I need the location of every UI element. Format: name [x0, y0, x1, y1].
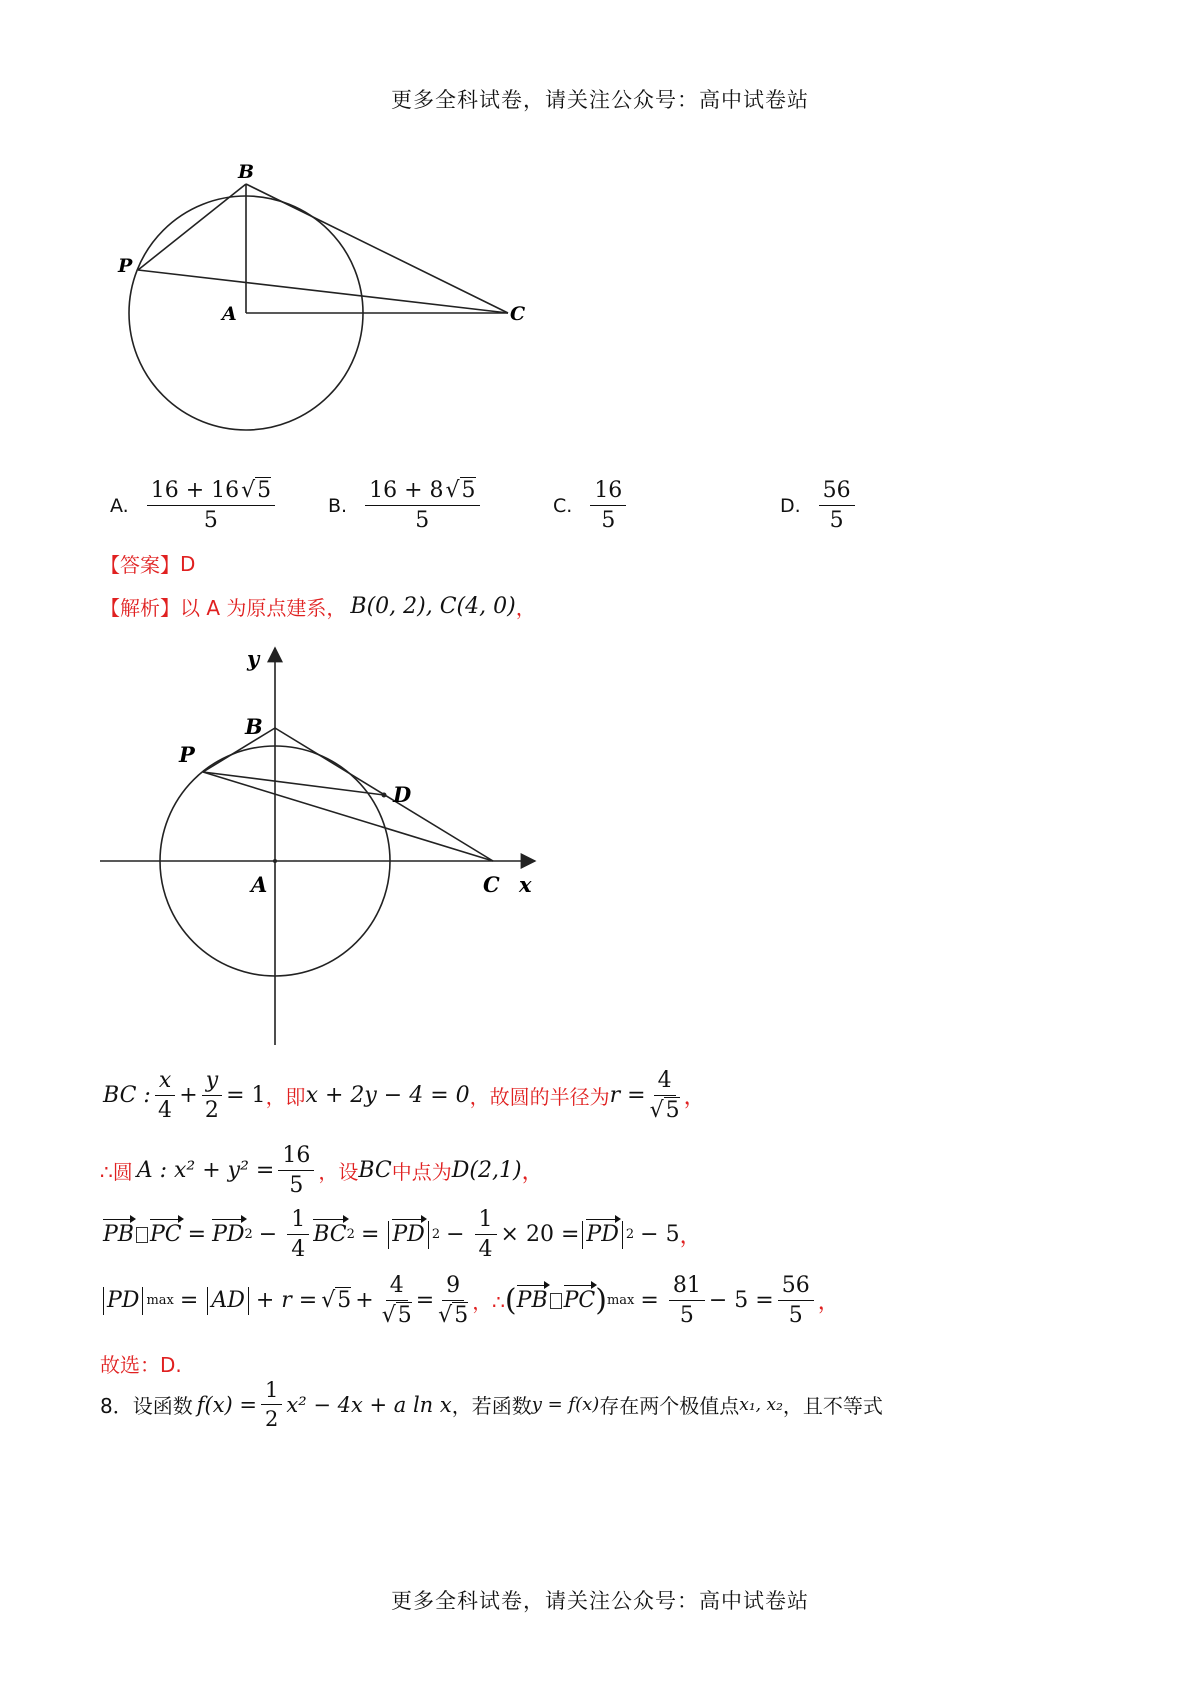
figure-2-coordinate — [95, 640, 555, 1050]
page-header: 更多全科试卷，请关注公众号：高中试卷站 — [391, 88, 809, 112]
label-x: x — [519, 872, 532, 897]
label-c: C — [483, 872, 500, 897]
analysis-line: 【解析】 以 A 为原点建系， B(0, 2), C(4, 0) ， — [100, 594, 536, 620]
segment-pd — [203, 772, 384, 795]
label-a: A — [251, 872, 268, 897]
segment-pc — [138, 270, 508, 313]
segment-pb — [203, 728, 275, 772]
option-b: B. $\frac{16 + 8√5}{5}$ — [328, 478, 484, 534]
label-b: B — [238, 161, 255, 183]
option-a: A. $\frac{16 + 16√5}{5}$ — [110, 478, 279, 534]
point-d — [382, 793, 387, 798]
label-c: C — [510, 303, 526, 325]
option-d: D. $\frac{56}{5}$ — [780, 478, 859, 534]
label-b: B — [245, 714, 263, 739]
segment-pc — [203, 772, 493, 861]
step-1-line: BC : $\frac{x}{4}$ + $\frac{y}{2}$ = 1 ，即 x + 2y − 4 = 0 ，故圆的半径为 r = $\frac{4}{√5}$ ， — [103, 1068, 706, 1124]
label-d: D — [393, 782, 412, 807]
label-a: A — [222, 303, 237, 325]
page-footer: 更多全科试卷，请关注公众号：高中试卷站 — [391, 1589, 809, 1613]
step-3-line: PB PC = PD 2 − $\frac{1}{4}$ BC 2 = PD 2 − $\frac{1}{4}$ × 20 = PD 2 − 5 ， — [103, 1207, 702, 1263]
step-2-line: ∴圆 A : x² + y² = $\frac{16}{5}$ ，设 BC 中点为 D(2,1) ， — [100, 1143, 544, 1199]
question-8-line: 8．设函数 f(x) = $\frac{1}{2}$ x² − 4x + a ln x ，若函数 y = f(x) 存在两个极值点 x₁, x₂ ，且不等式 — [100, 1378, 883, 1432]
label-p: P — [179, 742, 195, 767]
label-p: P — [118, 255, 133, 277]
conclusion-line: 故选：D. — [100, 1353, 182, 1377]
segment-pb — [138, 184, 246, 270]
step-4-line: PD max = AD + r = √5 + $\frac{4}{√5}$ = $\frac{9}{√5}$ ，∴ ( PB PC ) max = $\frac{81}{5}$ − 5 = $\frac{56}{5}$ ， — [100, 1273, 840, 1329]
option-c: C. $\frac{16}{5}$ — [553, 478, 630, 534]
dot-operator-glyph — [550, 1293, 562, 1309]
answer-line: 【答案】 D — [100, 551, 196, 577]
dot-operator-glyph — [136, 1227, 148, 1243]
figure-1-geometry — [110, 160, 570, 450]
label-y: y — [247, 646, 260, 671]
point-a — [273, 859, 277, 863]
segment-bc — [246, 184, 508, 313]
